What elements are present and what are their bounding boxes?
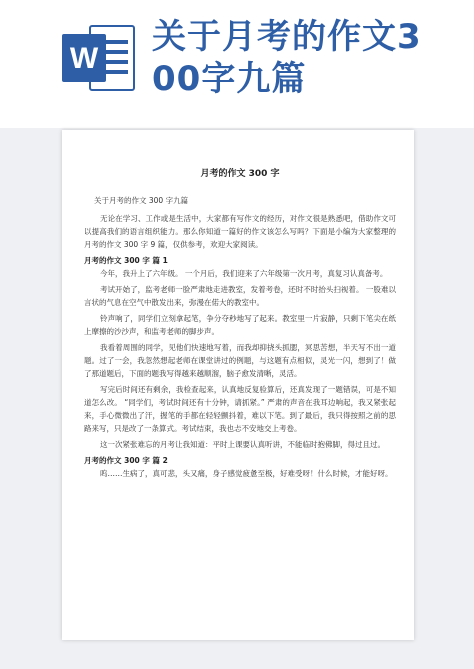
document-banner xyxy=(0,0,474,130)
paragraph: 今年，我升上了六年级。 一个月后，我们迎来了六年级第一次月考，真复习认真备考。 xyxy=(100,269,388,278)
word-icon-letter: W xyxy=(69,42,99,75)
paragraph: 呜……生病了，真可悲，头又痛，身子感觉疲惫至极，好难受呀！什么时候，才能好呀。 xyxy=(100,469,393,478)
section-heading-2: 月考的作文 300 字 篇 2 xyxy=(84,456,168,465)
document-page xyxy=(62,130,414,640)
page-title-line1: 关于月考的作文3 xyxy=(152,17,422,57)
page-title-line2: 00字九篇 xyxy=(152,59,307,99)
paragraph: 写完后时间还有剩余，我检查起来，认真地反复验算后，还真发现了一题错误，可是不知道怎么改。 “同学们，考试时间还有十分钟，请抓紧。” 严肃的声音在我耳边响起，我又紧张起来，手心微微出了汗，握笔的手都在轻轻颤抖着，难以下笔。到了最后，我只得按照之前的思路来写，只是改了一条算式。考试结束，我也忐不安地交上考卷。 xyxy=(84,385,396,433)
intro-paragraph: 无论在学习、工作或是生活中，大家都有写作文的经历，对作文很是熟悉吧，借助作文可以提高我们的语言组织能力。那么你知道一篇好的作文该怎么写吗？下面是小编为大家整理的月考的作文 300 字 9 篇，仅供参考，欢迎大家阅读。 xyxy=(84,214,396,249)
paragraph: 这一次紧张难忘的月考让我知道：平时上课要认真听讲，不能临时抱佛脚，得过且过。 xyxy=(100,440,385,449)
paragraph: 考试开始了，监考老师一脸严肃地走进教室，发着考卷，还时不时抬头扫视着。 一股难以言状的气息在空气中散发出来，弥漫在偌大的教室中。 xyxy=(84,285,396,307)
section-heading-1: 月考的作文 300 字 篇 1 xyxy=(84,256,168,265)
paragraph: 铃声响了，同学们立刻拿起笔，争分夺秒地写了起来。教室里一片寂静，只剩下笔尖在纸上摩擦的沙沙声，和监考老师的脚步声。 xyxy=(84,314,396,336)
document-title: 月考的作文 300 字 xyxy=(200,169,280,179)
word-document-icon xyxy=(60,22,138,94)
document-content xyxy=(84,168,396,483)
paragraph: 我看着周围的同学，见他们快速地写着，而我却抑挠头抓腮，冥思苦想，半天写不出一道题。过了一会，我忽然想起老师在课堂讲过的例题，与这题有点相似，灵光一闪，想到了！做了那道题后，下面的题我写得越来越顺溜，脑子愈发清晰，灵活。 xyxy=(84,343,396,378)
intro-heading: 关于月考的作文 300 字九篇 xyxy=(94,196,189,205)
page-title xyxy=(152,16,452,100)
